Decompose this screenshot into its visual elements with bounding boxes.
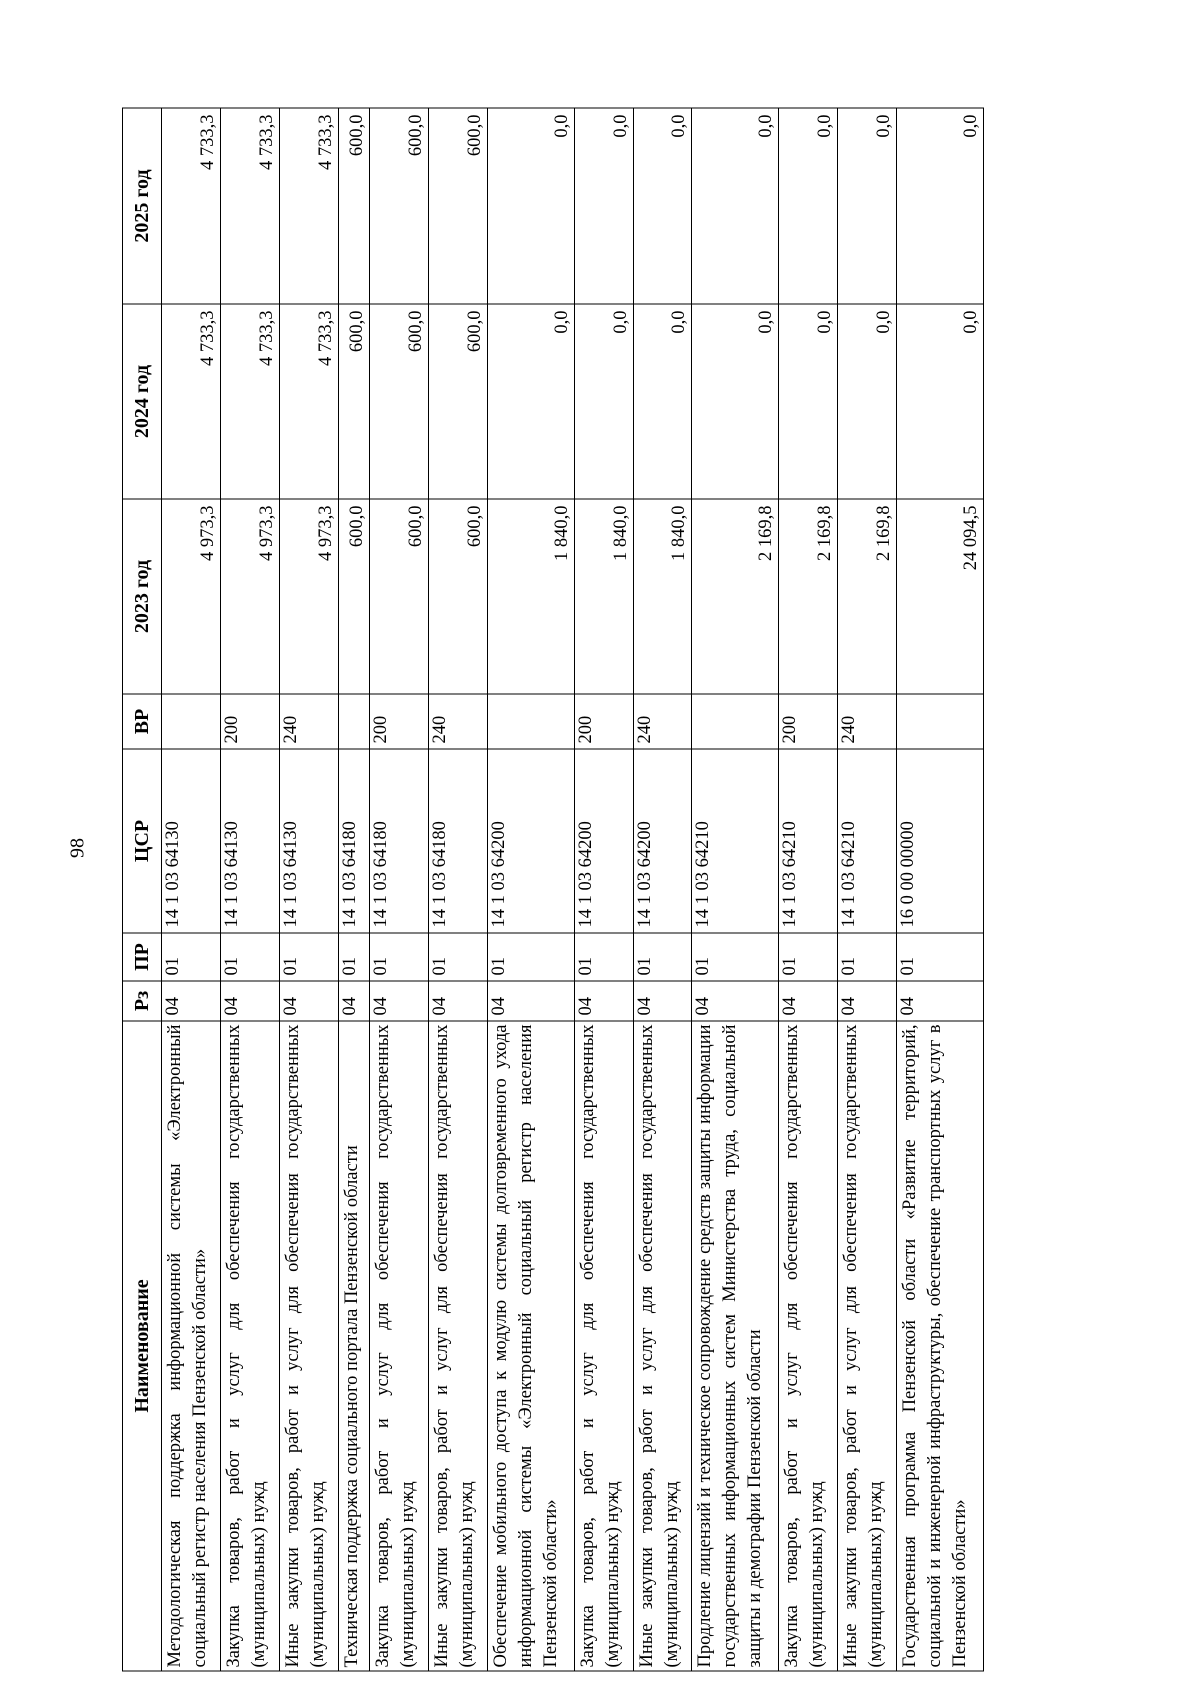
cell-y2024: 0,0 — [487, 304, 574, 499]
cell-pr: 01 — [487, 933, 574, 981]
cell-vr: 240 — [279, 694, 338, 749]
cell-csr: 14 1 03 64180 — [428, 749, 487, 933]
cell-csr: 14 1 03 64200 — [633, 749, 692, 933]
cell-pr: 01 — [220, 933, 279, 981]
cell-name: Иные закупки товаров, работ и услуг для обеспечения государственных (муниципальных) нужд — [279, 1021, 338, 1671]
cell-rz: 04 — [779, 981, 838, 1021]
cell-y2023: 600,0 — [428, 499, 487, 694]
cell-rz: 04 — [838, 981, 897, 1021]
cell-y2023: 4 973,3 — [162, 499, 221, 694]
cell-name: Закупка товаров, работ и услуг для обеспечения государственных (муниципальных) нужд — [779, 1021, 838, 1671]
cell-y2023: 1 840,0 — [633, 499, 692, 694]
cell-pr: 01 — [779, 933, 838, 981]
header-name: Наименование — [123, 1021, 162, 1671]
cell-y2023: 600,0 — [338, 499, 369, 694]
cell-y2023: 2 169,8 — [779, 499, 838, 694]
cell-rz: 04 — [338, 981, 369, 1021]
cell-name: Техническая поддержка социального портала Пензенской области — [338, 1021, 369, 1671]
cell-name: Обеспечение мобильного доступа к модулю системы долговременного ухода информационной системы «Электронный социальный регистр населения Пензенской области» — [487, 1021, 574, 1671]
cell-y2025: 0,0 — [487, 108, 574, 304]
cell-pr: 01 — [369, 933, 428, 981]
cell-name: Продление лицензий и техническое сопровождение средств защиты информации государственных информационных систем Министерства труда, социальной защиты и демографии Пензенской области — [692, 1021, 779, 1671]
cell-y2025: 0,0 — [574, 108, 633, 304]
cell-name: Иные закупки товаров, работ и услуг для обеспечения государственных (муниципальных) нужд — [428, 1021, 487, 1671]
table-row — [428, 108, 487, 1671]
cell-y2024: 4 733,3 — [162, 304, 221, 499]
cell-y2023: 2 169,8 — [692, 499, 779, 694]
cell-vr: 200 — [369, 694, 428, 749]
table-row — [692, 108, 779, 1671]
table-row — [838, 108, 897, 1671]
cell-y2024: 600,0 — [338, 304, 369, 499]
cell-name: Иные закупки товаров, работ и услуг для обеспечения государственных (муниципальных) нужд — [838, 1021, 897, 1671]
cell-name: Закупка товаров, работ и услуг для обеспечения государственных (муниципальных) нужд — [369, 1021, 428, 1671]
cell-name: Иные закупки товаров, работ и услуг для обеспечения государственных (муниципальных) нужд — [633, 1021, 692, 1671]
cell-rz: 04 — [574, 981, 633, 1021]
cell-y2024: 0,0 — [897, 304, 984, 499]
cell-csr: 14 1 03 64200 — [574, 749, 633, 933]
table-row — [338, 108, 369, 1671]
cell-y2025: 4 733,3 — [220, 108, 279, 304]
cell-name: Закупка товаров, работ и услуг для обеспечения государственных (муниципальных) нужд — [220, 1021, 279, 1671]
cell-vr — [338, 694, 369, 749]
header-rz: Рз — [123, 981, 162, 1021]
cell-rz: 04 — [162, 981, 221, 1021]
cell-y2023: 1 840,0 — [487, 499, 574, 694]
table-row — [897, 108, 984, 1671]
cell-y2023: 4 973,3 — [220, 499, 279, 694]
cell-vr: 240 — [428, 694, 487, 749]
cell-name: Методологическая поддержка информационной системы «Электронный социальный регистр населения Пензенской области» — [162, 1021, 221, 1671]
cell-pr: 01 — [838, 933, 897, 981]
table-row — [487, 108, 574, 1671]
header-csr: ЦСР — [123, 749, 162, 933]
cell-y2024: 0,0 — [574, 304, 633, 499]
table-row — [162, 108, 221, 1671]
cell-y2025: 600,0 — [338, 108, 369, 304]
cell-csr: 14 1 03 64130 — [279, 749, 338, 933]
cell-vr: 240 — [838, 694, 897, 749]
cell-vr: 200 — [574, 694, 633, 749]
table-header-row — [123, 108, 162, 1671]
cell-rz: 04 — [220, 981, 279, 1021]
cell-name: Государственная программа Пензенской области «Развитие территорий, социальной и инженерной инфраструктуры, обеспечение транспортных услуг в Пензенской области» — [897, 1021, 984, 1671]
cell-rz: 04 — [279, 981, 338, 1021]
header-vr: ВР — [123, 694, 162, 749]
cell-y2024: 0,0 — [633, 304, 692, 499]
cell-csr: 14 1 03 64130 — [220, 749, 279, 933]
cell-csr: 14 1 03 64210 — [779, 749, 838, 933]
cell-y2025: 0,0 — [633, 108, 692, 304]
table-row — [369, 108, 428, 1671]
table-row — [633, 108, 692, 1671]
cell-y2024: 0,0 — [779, 304, 838, 499]
budget-table-container — [122, 108, 984, 1671]
cell-vr — [487, 694, 574, 749]
cell-rz: 04 — [633, 981, 692, 1021]
cell-pr: 01 — [162, 933, 221, 981]
cell-pr: 01 — [897, 933, 984, 981]
cell-rz: 04 — [897, 981, 984, 1021]
cell-pr: 01 — [428, 933, 487, 981]
cell-csr: 14 1 03 64200 — [487, 749, 574, 933]
cell-pr: 01 — [692, 933, 779, 981]
budget-table — [122, 107, 984, 1671]
cell-pr: 01 — [338, 933, 369, 981]
table-row — [220, 108, 279, 1671]
cell-vr: 200 — [220, 694, 279, 749]
cell-rz: 04 — [369, 981, 428, 1021]
cell-csr: 14 1 03 64210 — [838, 749, 897, 933]
header-2025: 2025 год — [123, 108, 162, 304]
cell-y2023: 1 840,0 — [574, 499, 633, 694]
page-number: 98 — [66, 838, 89, 858]
cell-y2023: 24 094,5 — [897, 499, 984, 694]
cell-vr: 200 — [779, 694, 838, 749]
table-row — [779, 108, 838, 1671]
cell-csr: 14 1 03 64210 — [692, 749, 779, 933]
cell-pr: 01 — [279, 933, 338, 981]
header-pr: ПР — [123, 933, 162, 981]
cell-pr: 01 — [633, 933, 692, 981]
cell-y2024: 4 733,3 — [279, 304, 338, 499]
cell-y2024: 0,0 — [838, 304, 897, 499]
cell-y2025: 600,0 — [428, 108, 487, 304]
cell-y2025: 600,0 — [369, 108, 428, 304]
cell-y2025: 4 733,3 — [279, 108, 338, 304]
cell-rz: 04 — [428, 981, 487, 1021]
cell-y2024: 600,0 — [428, 304, 487, 499]
cell-vr — [162, 694, 221, 749]
cell-y2023: 2 169,8 — [838, 499, 897, 694]
cell-pr: 01 — [574, 933, 633, 981]
cell-y2024: 600,0 — [369, 304, 428, 499]
cell-y2025: 0,0 — [779, 108, 838, 304]
cell-rz: 04 — [692, 981, 779, 1021]
cell-csr: 14 1 03 64180 — [369, 749, 428, 933]
cell-y2025: 4 733,3 — [162, 108, 221, 304]
cell-y2023: 600,0 — [369, 499, 428, 694]
cell-y2025: 0,0 — [838, 108, 897, 304]
table-row — [574, 108, 633, 1671]
table-row — [279, 108, 338, 1671]
cell-vr: 240 — [633, 694, 692, 749]
cell-vr — [692, 694, 779, 749]
cell-vr — [897, 694, 984, 749]
cell-y2025: 0,0 — [692, 108, 779, 304]
cell-rz: 04 — [487, 981, 574, 1021]
cell-csr: 14 1 03 64180 — [338, 749, 369, 933]
header-2024: 2024 год — [123, 304, 162, 499]
cell-name: Закупка товаров, работ и услуг для обеспечения государственных (муниципальных) нужд — [574, 1021, 633, 1671]
cell-y2024: 4 733,3 — [220, 304, 279, 499]
cell-y2024: 0,0 — [692, 304, 779, 499]
cell-csr: 16 0 00 00000 — [897, 749, 984, 933]
header-2023: 2023 год — [123, 499, 162, 694]
cell-y2025: 0,0 — [897, 108, 984, 304]
cell-csr: 14 1 03 64130 — [162, 749, 221, 933]
cell-y2023: 4 973,3 — [279, 499, 338, 694]
